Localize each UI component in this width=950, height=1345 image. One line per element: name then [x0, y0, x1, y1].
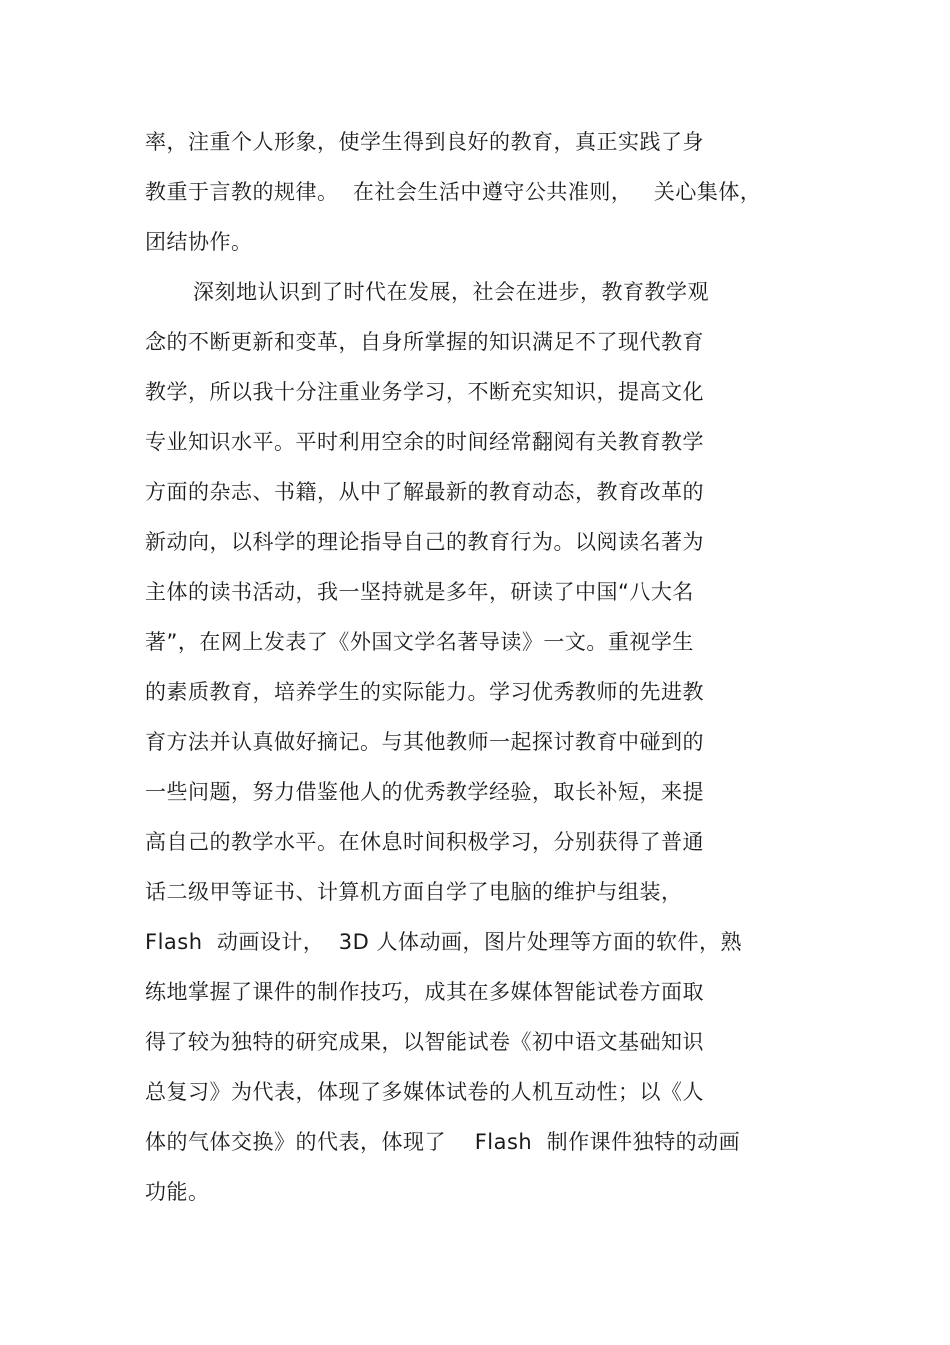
paragraph-2-line-18: 体的气体交换》的代表，体现了 Flash 制作课件独特的动画 [145, 1130, 741, 1154]
paragraph-2-line-8: 著”，在网上发表了《外国文学名著导读》一文。重视学生 [145, 630, 694, 654]
paragraph-2-line-5: 方面的杂志、书籍，从中了解最新的教育动态，教育改革的 [145, 480, 704, 504]
paragraph-2-line-17: 总复习》为代表，体现了多媒体试卷的人机互动性；以《人 [145, 1080, 704, 1104]
paragraph-1-line-2: 教重于言教的规律。 在社会生活中遵守公共准则， 关心集体， [145, 180, 762, 204]
paragraph-2-line-15: 练地掌握了课件的制作技巧，成其在多媒体智能试卷方面取 [145, 980, 704, 1004]
paragraph-2-line-4: 专业知识水平。平时利用空余的时间经常翻阅有关教育教学 [145, 430, 704, 454]
paragraph-2-line-1: 深刻地认识到了时代在发展，社会在进步，教育教学观 [193, 280, 709, 304]
paragraph-1-line-1: 率，注重个人形象，使学生得到良好的教育，真正实践了身 [145, 130, 704, 154]
paragraph-2-line-6: 新动向，以科学的理论指导自己的教育行为。以阅读名著为 [145, 530, 704, 554]
paragraph-2-line-3: 教学，所以我十分注重业务学习，不断充实知识，提高文化 [145, 380, 704, 404]
paragraph-2-line-11: 一些问题，努力借鉴他人的优秀教学经验，取长补短，来提 [145, 780, 704, 804]
paragraph-2-line-7: 主体的读书活动，我一坚持就是多年，研读了中国“八大名 [145, 580, 694, 604]
paragraph-2-line-16: 得了较为独特的研究成果，以智能试卷《初中语文基础知识 [145, 1030, 704, 1054]
paragraph-2-line-19: 功能。 [145, 1180, 210, 1204]
paragraph-2-line-2: 念的不断更新和变革，自身所掌握的知识满足不了现代教育 [145, 330, 704, 354]
paragraph-2-line-10: 育方法并认真做好摘记。与其他教师一起探讨教育中碰到的 [145, 730, 704, 754]
paragraph-1-line-3: 团结协作。 [145, 230, 253, 254]
paragraph-2-line-9: 的素质教育，培养学生的实际能力。学习优秀教师的先进教 [145, 680, 704, 704]
paragraph-2-line-13: 话二级甲等证书、计算机方面自学了电脑的维护与组装， [145, 880, 683, 904]
paragraph-2-line-12: 高自己的教学水平。在休息时间积极学习，分别获得了普通 [145, 830, 704, 854]
paragraph-2-line-14: Flash 动画设计， 3D 人体动画，图片处理等方面的软件，熟 [145, 930, 742, 954]
